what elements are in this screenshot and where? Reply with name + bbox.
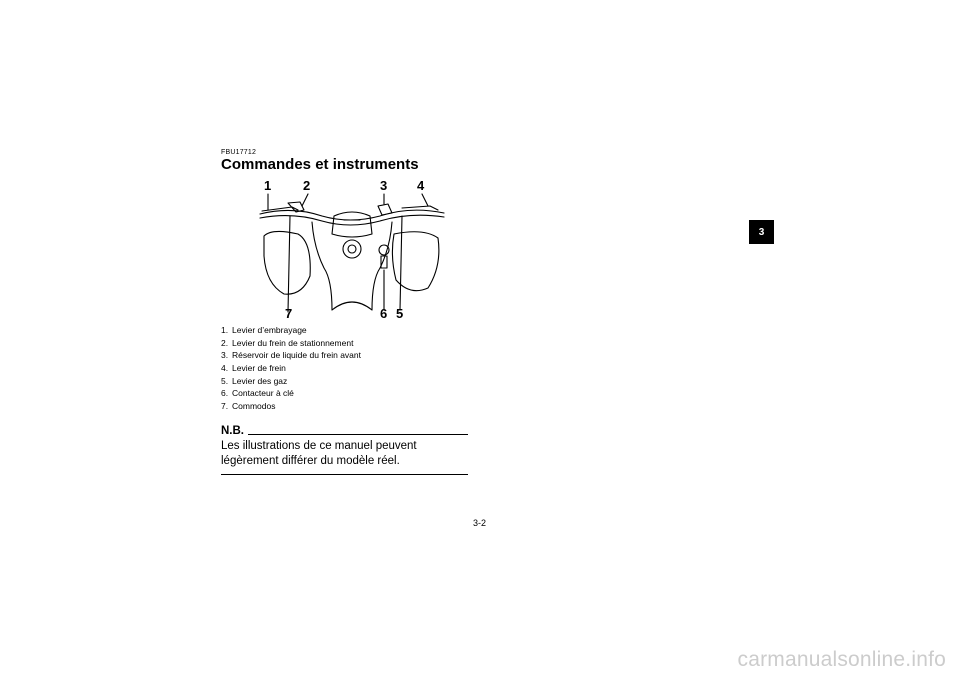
callout-6: 6 [380, 306, 388, 321]
note-header [221, 425, 468, 437]
page-number: 3-2 [473, 518, 487, 528]
callout-3: 3 [380, 178, 388, 193]
section-title: Commandes et instruments [221, 156, 419, 173]
callout-2: 2 [303, 178, 311, 193]
callout-7: 7 [285, 306, 293, 321]
legend-item: 5. Levier des gaz [221, 375, 288, 386]
callout-5: 5 [396, 306, 404, 321]
legend-item: 1. Levier d’embrayage [221, 325, 307, 335]
atv-handlebar-drawing [252, 176, 452, 321]
legend-item: 3. Réservoir de liquide du frein avant [221, 350, 361, 361]
watermark: carmanualsonline.info [737, 648, 946, 671]
legend-item: 2. Levier du frein de stationnement [221, 337, 354, 348]
chapter-tab: 3 [749, 220, 774, 244]
callout-4: 4 [417, 178, 425, 193]
legend-item: 6. Contacteur à clé [221, 388, 294, 399]
note-rule-top [248, 434, 468, 435]
legend-item: 4. Levier de frein [221, 363, 286, 374]
note-text: Les illustrations de ce manuel peuvent légèrement différer du modèle réel. [221, 440, 417, 467]
figure-legend [221, 324, 361, 413]
note-box [221, 425, 468, 475]
section-code: FBU17712 [221, 149, 257, 156]
callout-1: 1 [264, 178, 272, 193]
note-label: N.B. [221, 425, 244, 437]
note-rule-bottom [221, 474, 468, 475]
handlebar-illustration [252, 176, 452, 321]
legend-item: 7. Commodos [221, 401, 276, 412]
